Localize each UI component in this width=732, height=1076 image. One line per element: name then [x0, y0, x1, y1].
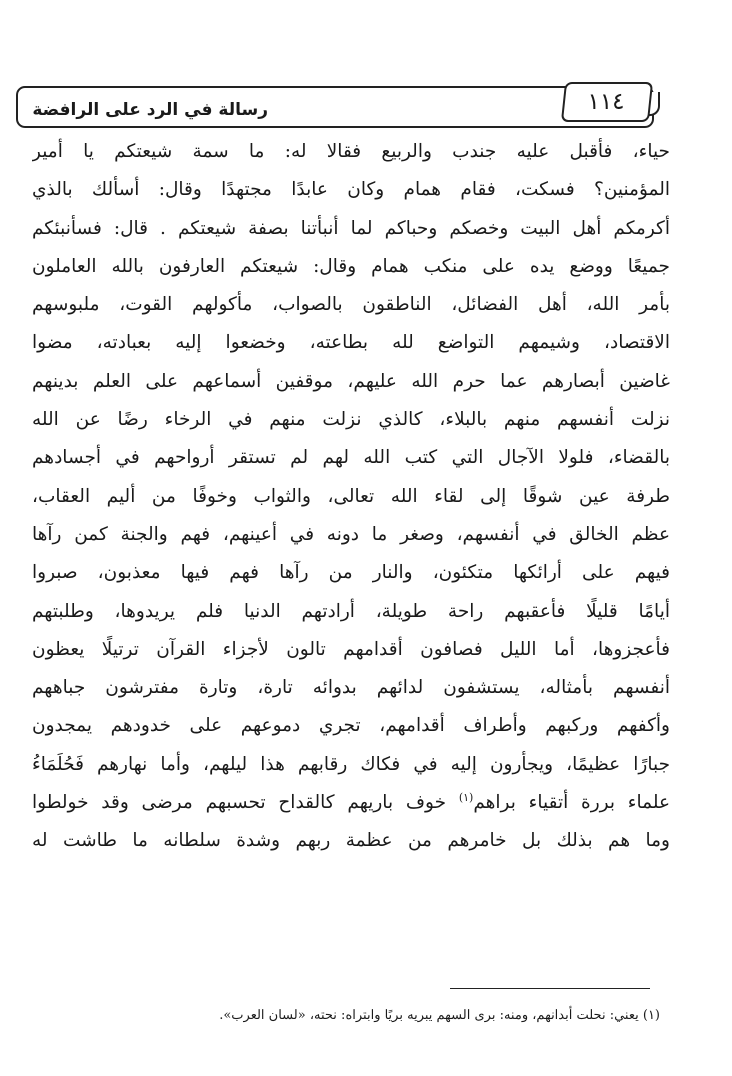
text-line: بالقضاء، فلولا الآجال التي كتب الله لهم لم تستقر أرواحهم في أجسادهم [32, 447, 670, 469]
text-segment: خوف باريهم كالقداح تحسبهم مرضى وقد خولطوا [32, 792, 447, 814]
text-line: وأكفهم وركبهم وأطراف أقدامهم، تجري دموعهم على خدودهم يمجدون [32, 715, 670, 737]
text-line: حياء، فأقبل عليه جندب والربيع فقالا له: ما سمة شيعتكم يا أمير [32, 141, 670, 162]
footnote: (١) يعني: نحلت أبدانهم، ومنه: برى السهم يبريه بريًا وابتراه: نحته، «لسان العرب». [219, 1008, 660, 1023]
page-number: ١١٤ [587, 89, 625, 115]
text-line: أنفسهم بأمثاله، يستشفون لدائهم بدوائه تارة، وتارة مفترشون جباههم [32, 677, 670, 699]
text-line: فأعجزوها، أما الليل فصافون أقدامهم تالون لأجزاء القرآن ترتيلًا يعظون [32, 638, 670, 660]
text-line: نزلت أنفسهم منهم بالبلاء، كالذي نزلت منهم في الرخاء رضًا عن الله [32, 409, 670, 431]
footnote-reference: (١) [458, 790, 474, 804]
text-line: جميعًا ووضع يده على منكب همام وقال: شيعتكم العارفون بالله العاملون [32, 255, 670, 277]
text-line: عظم الخالق في أنفسهم، وصغر ما دونه في أعينهم، فهم والجنة كمن رآها [32, 523, 670, 545]
text-line: بأمر الله، أهل الفضائل، الناطقون بالصواب، مأكولهم القوت، ملبوسهم [32, 294, 670, 316]
text-line: جبارًا عظيمًا، ويجأرون إليه في فكاك رقابهم هذا ليلهم، وأما نهارهم فَحُلَمَاءُ [32, 753, 670, 775]
footnote-separator [450, 988, 650, 989]
text-line: طرفة عين شوقًا إلى لقاء الله تعالى، والثواب وخوفًا من أليم العقاب، [32, 485, 670, 507]
text-line: الاقتصاد، وشيمهم التواضع لله بطاعته، وخضعوا إليه بعبادته، مضوا [32, 332, 670, 354]
text-line: وما هم بذلك بل خامرهم من عظمة ربهم وشدة سلطانه ما طاشت له [32, 830, 670, 852]
body-text [32, 133, 670, 861]
text-line: غاضين أبصارهم عما حرم الله عليهم، موقفين أسماعهم على العلم بدينهم [32, 370, 670, 392]
text-line: أكرمكم أهل البيت وخصكم وحباكم لما أنبأتنا بصفة شيعتكم . قال: فسأنبئكم [32, 217, 670, 239]
text-line: المؤمنين؟ فسكت، فقام همام وكان عابدًا مجتهدًا وقال: أسألك بالذي [32, 179, 670, 201]
text-segment: علماء بررة أتقياء براهم [473, 792, 670, 814]
running-header-title: رسالة في الرد على الرافضة [32, 100, 268, 120]
text-line-with-footnote-ref [32, 784, 670, 822]
text-line: أيامًا قليلًا فأعقبهم راحة طويلة، أرادتهم الدنيا فلم يريدوها، وطلبتهم [32, 600, 670, 622]
text-line: فيهم على أرائكها متكئون، والنار من رآها فهم فيها معذبون، صبروا [32, 562, 670, 584]
